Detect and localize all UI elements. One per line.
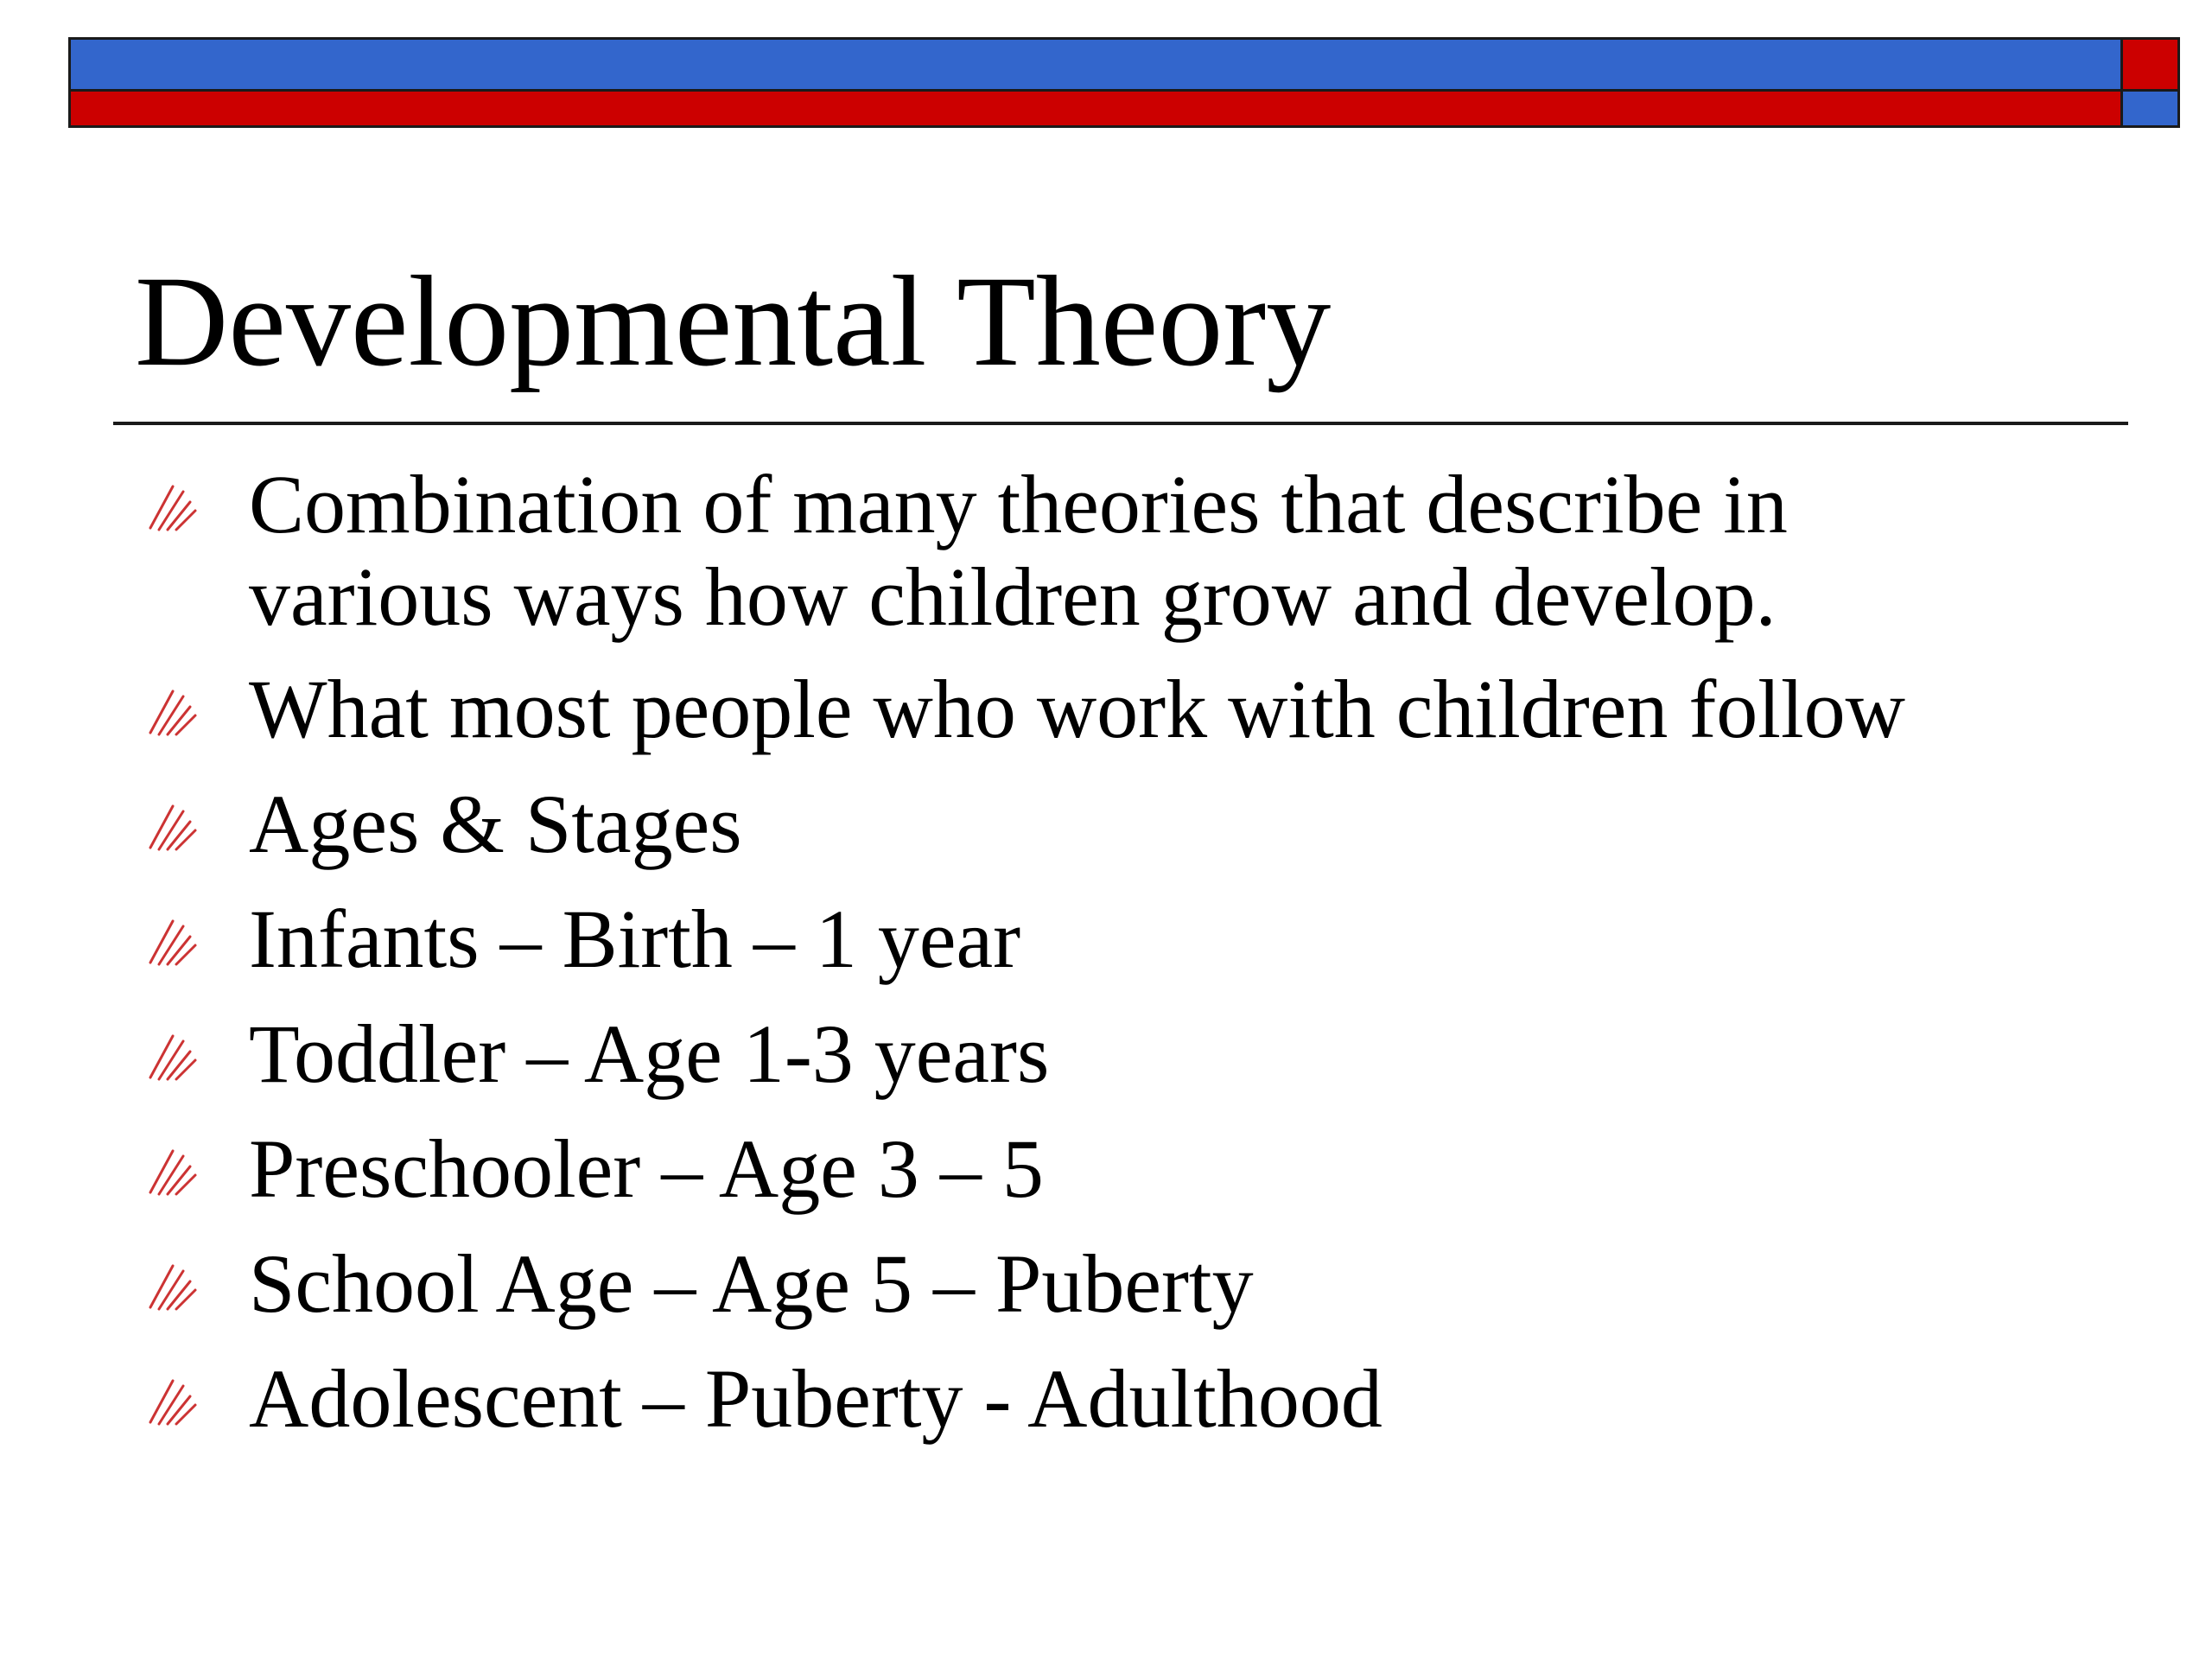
hatch-lines-icon bbox=[147, 458, 249, 553]
hatch-lines-icon bbox=[147, 893, 249, 988]
bullet-text bbox=[249, 1007, 1049, 1100]
hatch-lines-icon bbox=[147, 663, 249, 758]
top-bar-red bbox=[68, 92, 2123, 128]
bullet-item bbox=[147, 1122, 2134, 1217]
corner-square-blue bbox=[2123, 92, 2180, 128]
bullet-text bbox=[249, 1122, 1044, 1215]
bullet-text bbox=[249, 458, 1788, 643]
hatch-lines-icon bbox=[147, 778, 249, 873]
bullet-list bbox=[147, 458, 2134, 1467]
bullet-text bbox=[249, 1352, 1382, 1445]
bullet-item bbox=[147, 663, 2134, 758]
corner-square-red bbox=[2123, 37, 2180, 92]
bullet-item bbox=[147, 893, 2134, 988]
bullet-text-line: School Age – Age 5 – Puberty bbox=[249, 1237, 1254, 1330]
slide-title: Developmental Theory bbox=[135, 250, 1332, 393]
bullet-text-line: Ages & Stages bbox=[249, 778, 742, 870]
bullet-text-line: Toddler – Age 1-3 years bbox=[249, 1007, 1050, 1100]
bullet-text-line: Preschooler – Age 3 – 5 bbox=[249, 1122, 1044, 1215]
bullet-item bbox=[147, 458, 2134, 643]
bullet-text-line: What most people who work with children follow bbox=[249, 663, 1905, 755]
title-divider bbox=[113, 422, 2128, 425]
bullet-item bbox=[147, 1007, 2134, 1103]
top-bar-blue bbox=[68, 37, 2123, 92]
bullet-text bbox=[249, 893, 1020, 985]
bullet-item bbox=[147, 778, 2134, 873]
bullet-text-line: Infants – Birth – 1 year bbox=[249, 893, 1021, 985]
bullet-text-line: Combination of many theories that describe in bbox=[249, 458, 1788, 550]
bullet-item bbox=[147, 1237, 2134, 1332]
bullet-text bbox=[249, 663, 1905, 755]
bullet-item bbox=[147, 1352, 2134, 1447]
hatch-lines-icon bbox=[147, 1122, 249, 1217]
bullet-text-line: various ways how children grow and develop. bbox=[249, 550, 1777, 643]
hatch-lines-icon bbox=[147, 1237, 249, 1332]
bullet-text bbox=[249, 778, 742, 870]
hatch-lines-icon bbox=[147, 1352, 249, 1447]
bullet-text-line: Adolescent – Puberty - Adulthood bbox=[249, 1352, 1382, 1445]
hatch-lines-icon bbox=[147, 1007, 249, 1103]
bullet-text bbox=[249, 1237, 1254, 1330]
